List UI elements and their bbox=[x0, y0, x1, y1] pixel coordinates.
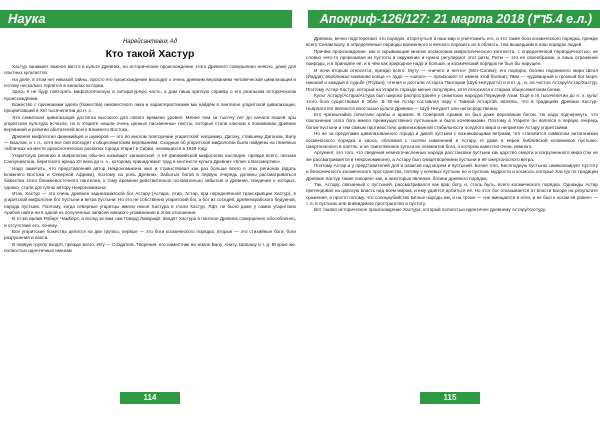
paragraph: Но не за пределами цивилизованного города и дикой пустыни с возникающими ветрами, что становится символом антагонизма космического порядка и хаоса, обломков с тысячи изменений в Астару. И даже в евреи библейской кочевников пустыню, смертоносного в лаптях, и не таинственное культа их элементов бога, о котором известно очень немного. bbox=[306, 131, 598, 149]
paragraph: Культ Астару/Астара/Астура был широко распространён у семитских народов Передней Азии. Ещё в III тысячелетии до н. э. культ этого бога существовал в Эбле. В 36-ом Астар составлял пару с Тавмой Астартой, являясь, что в традициях Древних Хастур-Ньярлатотеп являются ипостасью культа Древних — Шуб-Нигуратт или непосредственно. bbox=[306, 93, 598, 111]
paragraph: Все угаритские божества делятся на две группы, первые — это боги космического порядка, вторые — это стихийные боги, боги разрушения и хаоса. bbox=[4, 228, 296, 241]
paragraph: Древняя мифология финикийцев и шумеров — это во многом повторение угаритской: например, Дагону, ставшему Дагоном, Балу — Баалом, и т. п., хотя все они восходят к общесемитским верованиям. Сходные об угаритской мифологии были найдены на глиняных табличках на месте археологических раскопок города Угарит в Сирии, начавшихся в 1929 году. bbox=[4, 133, 296, 152]
article-author: Нарейсантевих Ад bbox=[122, 39, 178, 45]
paragraph: Угаритскую религию и мифологию обычно называют ханаанской. А её финикийской мифологии наследие, прежде всего, письма Санхуниатона, беритского жреца XII века до н. э., которому принадлежит труд в контексте культа Древних «Ключ к Бессмертию». bbox=[4, 152, 296, 165]
paragraph: Божество с признаками адепа (божества) неизвестного лика и характеристиками мы найдём в пантеоне угаритской цивилизации, процветавшей в XIII тысячелетии до н. э. bbox=[4, 102, 296, 114]
left-page-body bbox=[4, 64, 296, 254]
paragraph: Эта семитская цивилизация достигла высокого для своего времени уровня. Менее чем за тысячу лет до начала нашей эры угаритская культура исчезла, но в Угарите нашли очень ценные письменные тексты, которые стали ключом к пониманию древних верований и религии обитателей всего Ближнего Востока. bbox=[4, 114, 296, 133]
page-number-left: 114 bbox=[120, 392, 180, 404]
issue-title: Апокриф-126/127: 21 марта 2018 (٣٦5.4 е.л.) bbox=[319, 12, 592, 26]
paragraph: Так, Астару, связанный с пустыней, рассматривался как враг богу, и, столь быть, всего космического порядка. Однажды Астар претендовал на царскую власть над всем миром, и ему удаётся добиться её. Но этот бог отказывается от власти вскоре на результате сражения, и просто потому, что солнцеубийство Бёлые народы им, и на троне — «не вмещается в ноги, и не был к ногам её равен» — т. е. в пустыню или вневидимое пространство и пустоту. bbox=[306, 181, 598, 206]
right-footer bbox=[304, 392, 596, 404]
paragraph: Хастур занимает важное место в культе Древних, но исторические происхождение этого Древнего совершенно неясно, даже для опытных культистов. bbox=[4, 64, 296, 76]
paragraph: Его чрезвычайно почитали арабы и арамеи. В Северной Аравии он был даже верховным богом. Но надо подчеркнуть, что поклонение этого бога имело преимущественно пустынные и было кочевниками. Поэтому в Угарите он являлся в первую очередь богом пустыни и тем самым противостоял цивилизованной стабильности оседлого мира и неприятие Астару угаритскими. bbox=[306, 112, 598, 130]
paragraph: Древних, вечно подстерегают это порядок, вторгнуться в наш мир и уничтожить его, и это такие боги космического порядка, прежде всего Силам Балу, в определённые периоды временного и вечного поразить их в область, тем вышедшим в наш порядок людей. bbox=[306, 36, 598, 48]
paragraph: На деле, в этом нет никакой тайны, просто его происхождение восходит к очень древним верованиям человеческой цивилизации и потому несколько теряется в анналах истории. bbox=[4, 76, 296, 89]
article-title: Кто такой Хастур bbox=[105, 48, 195, 60]
paragraph: В первую группу входят, прежде всего, Илу — Создатель Творения, его наместник на земле Балу, Анату, Шапашу и т. д. Вторые же, полностью идентичные именам bbox=[4, 241, 296, 253]
left-footer bbox=[4, 392, 296, 404]
paragraph: Вот таково историческое происхождение Хастура, который полностью идентичен древнему Астару/Хастуру. bbox=[314, 207, 546, 213]
paragraph: Итак, Хастур — это очень древнее заднеазиатской бог Астару (Астара, Атир, Астар, при определённой транскрипции Хастур), в угаритской мифологии бог пустыни и ветра пустыни. Но это не собственно угаритский бог, а бог из соседей, древнеарабского бедуинов, народа пустыни. Поэтому, когда северные угаритцы имели некое Хастура и стали Хастур, Яфт, не было даже у самих угаритских Арабов найти ни в одной из полученных записей никакого упоминания в этом отношении. bbox=[4, 190, 296, 215]
paragraph: Надо заметить, что представлений автор Некрономикона жил и странствовал как раз больше всего в этих регионах (вдоль Ближнего Востока и Северной Африки), поэтому на роль Древних, Забытых богов в первую очередь должны рассматриваться божества этого ближневосточного пантеона, к тому времени действительно основательно забытые и древние, сведения о которых, однако, стали доступны автору Некрономикона. bbox=[4, 165, 296, 190]
paragraph: Поэтому Астар и у представителей для и оазисов над морем и пустыней. Более того, Бесплодную пустыню символизирует пустоту и бесконечность космического пространства, потому у кочевых пустынь не и пустынь мудрости и космоса, которые Хастур по традиции Древних Хастур также покоряет как, и некоторые явления, богини древнего порядка. bbox=[306, 162, 598, 181]
page-header bbox=[0, 0, 600, 38]
paragraph: И ночи вторым относятся, прежде всего: Муту — «ничего и ничто» (Мот-Салем); его порядок, богини подземного мира Шеол (Йадда); верблюжье название конца «» аудо — «шеол» — произошёл от имени этой богини); Ямм — чудовищный и грозный бог моря, никакой и каждый в судьбе (Ятуван); чтения и ростали Астарта Пантарии (Шуб-Нигураттх) и в кт. д., и, на честно Астару/Астар/Хастур. Поэтому Астар-Хастур, который на Угарите гораздо менее популярен, хотя относился к старым общесемитским богам. bbox=[306, 67, 598, 92]
right-page bbox=[306, 36, 598, 388]
paragraph: Аргумент, это того, что сведения немногочисленных народа расстановки пустыни как царство смерти и погрузненного мира (так не же рассматривается в Некрономиконе), а Астару был олицетворением пустыни и её смертоносного ветра. bbox=[306, 150, 598, 162]
paragraph: Здесь я не буду повторять мифологическую и литературную часть, а дам лишь краткую справку о его реальном историческом происхождении. bbox=[4, 89, 296, 101]
section-title: Наука bbox=[8, 11, 46, 26]
left-page bbox=[4, 36, 296, 388]
paragraph: Причём происхождение, как и скрывающие многие космогонии мифологического контекста, с определённой периодичностью, не словно чего-то прорезывая из пустоты в окружение и нужно регулируют этот ритм. Ритм — это не своеобразие, а лишь отражение природы, и в принципе её, и в чём как природное надо и больше, и космический порядок не был бы нарушен. bbox=[306, 48, 598, 67]
page-number-right: 115 bbox=[420, 392, 480, 404]
paragraph: В то же время Роберт Чамберс, а вслед за ним сам Говард Лавкрафт, вводят Хастура в пантеон Древних совершенно обособленно, и отсутствие его, почему. bbox=[4, 216, 296, 228]
right-page-body bbox=[306, 36, 598, 214]
